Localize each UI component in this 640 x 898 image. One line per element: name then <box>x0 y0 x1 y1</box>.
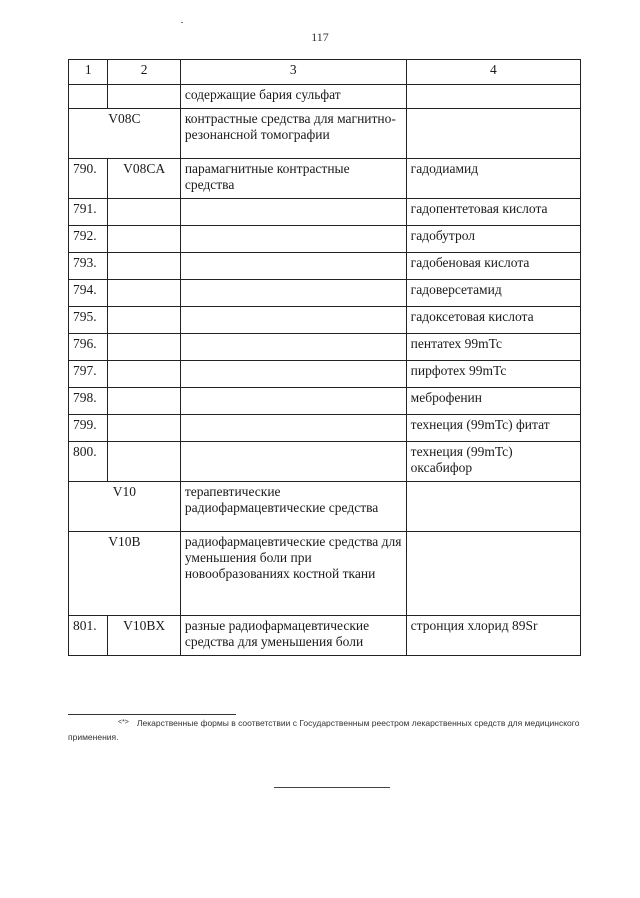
row-code-cell <box>108 226 180 253</box>
table-row <box>69 159 581 199</box>
footnote-mark: <*> <box>118 719 129 726</box>
row-number-cell: 797. <box>69 361 108 388</box>
row-drug-cell <box>406 109 580 159</box>
row-drug-cell <box>406 482 580 532</box>
bottom-rule <box>274 787 390 788</box>
row-code-cell: V10BX <box>108 616 180 656</box>
row-number-cell: 792. <box>69 226 108 253</box>
row-name-cell: содержащие бария сульфат <box>180 85 406 109</box>
table-row <box>69 253 581 280</box>
row-number-cell: 801. <box>69 616 108 656</box>
table-row <box>69 482 581 532</box>
row-number-cell <box>69 85 108 109</box>
footnote <box>68 716 581 744</box>
row-name-cell <box>180 415 406 442</box>
row-drug-cell: гадопентетовая кислота <box>406 199 580 226</box>
page-number: 117 <box>311 30 329 44</box>
drug-classification-table <box>68 59 581 656</box>
table-header-row <box>69 60 581 85</box>
footnote-text: Лекарственные формы в соответствии с Государственным реестром лекарственных средств для медицинского применения. <box>68 718 580 742</box>
row-code-cell <box>108 442 180 482</box>
row-name-cell <box>180 361 406 388</box>
table-row <box>69 280 581 307</box>
row-number-cell: 799. <box>69 415 108 442</box>
table-row <box>69 415 581 442</box>
row-name-cell <box>180 280 406 307</box>
row-code-cell: V10B <box>69 532 181 616</box>
row-name-cell <box>180 226 406 253</box>
row-code-cell <box>108 388 180 415</box>
row-code-cell <box>108 85 180 109</box>
row-code-cell: V08CA <box>108 159 180 199</box>
row-name-cell: парамагнитные контрастные средства <box>180 159 406 199</box>
row-number-cell: 793. <box>69 253 108 280</box>
row-code-cell <box>108 253 180 280</box>
row-name-cell <box>180 199 406 226</box>
scan-speck <box>181 22 183 23</box>
table-row <box>69 388 581 415</box>
row-drug-cell: гадоксетовая кислота <box>406 307 580 334</box>
row-drug-cell: гадодиамид <box>406 159 580 199</box>
row-drug-cell: гадобутрол <box>406 226 580 253</box>
row-name-cell: терапевтические радиофармацевтические средства <box>180 482 406 532</box>
row-code-cell: V10 <box>69 482 181 532</box>
row-drug-cell: стронция хлорид 89Sr <box>406 616 580 656</box>
row-number-cell: 798. <box>69 388 108 415</box>
table-row <box>69 199 581 226</box>
row-drug-cell: пирфотех 99mTc <box>406 361 580 388</box>
row-number-cell: 794. <box>69 280 108 307</box>
row-drug-cell: технеция (99mTc) оксабифор <box>406 442 580 482</box>
table-row <box>69 334 581 361</box>
row-code-cell <box>108 199 180 226</box>
row-name-cell <box>180 253 406 280</box>
header-col-3: 3 <box>180 60 406 85</box>
row-number-cell: 791. <box>69 199 108 226</box>
table-row <box>69 442 581 482</box>
table-row <box>69 85 581 109</box>
table-row <box>69 361 581 388</box>
row-code-cell <box>108 415 180 442</box>
row-name-cell <box>180 334 406 361</box>
table-row <box>69 307 581 334</box>
row-name-cell: радиофармацевтические средства для уменьшения боли при новообразованиях костной ткани <box>180 532 406 616</box>
footnote-separator <box>68 714 236 715</box>
row-drug-cell: гадобеновая кислота <box>406 253 580 280</box>
row-drug-cell <box>406 532 580 616</box>
row-name-cell <box>180 442 406 482</box>
table-row <box>69 226 581 253</box>
row-number-cell: 790. <box>69 159 108 199</box>
header-col-4: 4 <box>406 60 580 85</box>
table-row <box>69 532 581 616</box>
table-body <box>69 85 581 656</box>
row-drug-cell: гадоверсетамид <box>406 280 580 307</box>
row-drug-cell <box>406 85 580 109</box>
header-col-1: 1 <box>69 60 108 85</box>
row-name-cell: контрастные средства для магнитно-резонансной томографии <box>180 109 406 159</box>
table-row <box>69 616 581 656</box>
row-code-cell <box>108 307 180 334</box>
row-code-cell: V08C <box>69 109 181 159</box>
row-code-cell <box>108 361 180 388</box>
row-name-cell: разные радиофармацевтические средства для уменьшения боли <box>180 616 406 656</box>
header-col-2: 2 <box>108 60 180 85</box>
row-name-cell <box>180 307 406 334</box>
row-number-cell: 795. <box>69 307 108 334</box>
row-drug-cell: меброфенин <box>406 388 580 415</box>
table-row <box>69 109 581 159</box>
row-name-cell <box>180 388 406 415</box>
row-drug-cell: технеция (99mTc) фитат <box>406 415 580 442</box>
row-code-cell <box>108 334 180 361</box>
row-number-cell: 800. <box>69 442 108 482</box>
row-code-cell <box>108 280 180 307</box>
row-number-cell: 796. <box>69 334 108 361</box>
row-drug-cell: пентатех 99mTc <box>406 334 580 361</box>
